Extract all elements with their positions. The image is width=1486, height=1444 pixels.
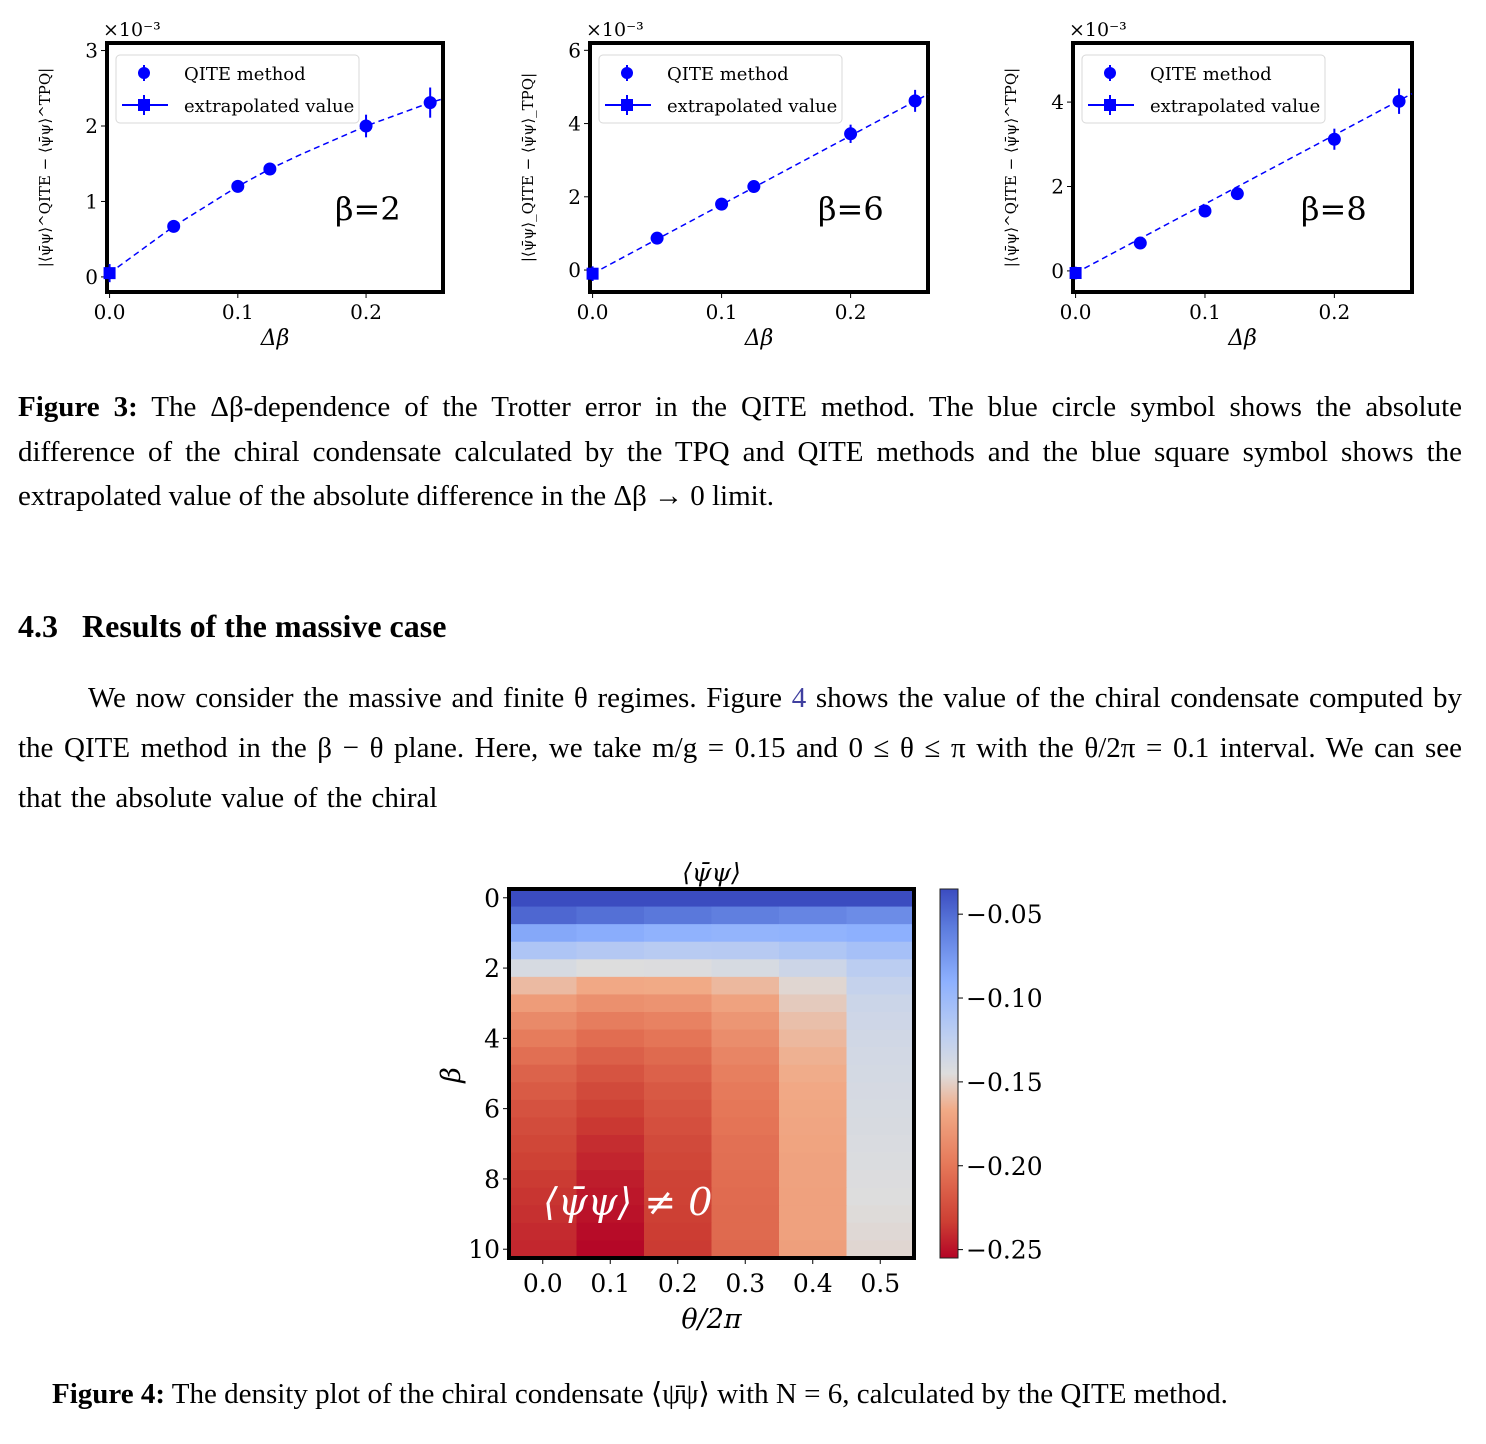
heatmap-cell [712,994,780,1012]
heatmap-cell [577,1030,645,1048]
beta-annotation: β=8 [1301,190,1367,228]
heatmap-cell [712,1170,780,1188]
heatmap-cell [779,924,847,942]
heatmap-cell [644,1153,712,1171]
figure-4-caption-label: Figure 4: [52,1378,166,1410]
figure-3-caption-text: The Δβ-dependence of the Trotter error in the QITE method. The blue circle symbol shows the absolute difference of the chiral condensate calculated by the TPQ and QITE methods and the blue square symbol shows the extrapolated value of the absolute difference in the Δβ → 0 limit. [18,391,1462,512]
heatmap-cell [779,1153,847,1171]
colorbar-tick-label: −0.15 [966,1067,1043,1097]
x-tick-label: 0.0 [93,300,126,324]
heatmap-cell [509,1117,577,1135]
legend [1082,55,1325,123]
y-tick-label: 2 [85,114,98,138]
heatmap-cell [644,907,712,925]
heatmap-cell [847,1117,915,1135]
heatmap-cell [577,1240,645,1258]
heatmap-cell [712,907,780,925]
heatmap-cell [712,1153,780,1171]
qite-data-point [263,163,276,176]
y-tick-label: 2 [568,184,581,209]
heatmap-cell [509,994,577,1012]
qite-data-point [1198,204,1211,217]
x-tick-label: 0.5 [860,1269,901,1298]
heatmap-cell [577,889,645,907]
paragraph-text-2: shows the value of the chiral condensate computed by the QITE method in the β − θ plane. Here, we take m/g = 0.15 and 0 ≤ θ ≤ π with the θ/2π = 0.1 interval. We can see that the absolute value of the chiral [18,682,1463,814]
heatmap-cell [644,942,712,960]
legend-circle-icon [621,67,633,79]
qite-data-point [1393,95,1406,108]
figure-4-caption [52,1372,1452,1417]
legend-label-qite: QITE method [667,64,789,85]
x-tick-label: 0.4 [792,1269,833,1298]
y-tick-label: 6 [484,1094,500,1124]
panel-beta8 [1002,19,1412,351]
y-axis-label: |⟨ψ̄ψ⟩^QITE − ⟨ψ̄ψ⟩^TPQ| [1002,67,1020,268]
qite-data-point [167,220,180,233]
heatmap-cell [577,907,645,925]
heatmap-cell [847,1240,915,1258]
heatmap-cell [712,1047,780,1065]
legend-square-icon [1104,99,1116,111]
y-tick-label: 4 [568,111,581,136]
section-title: Results of the massive case [82,608,447,644]
heatmap-cell [779,1205,847,1223]
heatmap-cell [712,942,780,960]
paragraph-text-1: We now consider the massive and finite θ regimes. Figure [88,682,792,714]
heatmap-cell [577,1153,645,1171]
colorbar [940,889,958,1258]
heatmap-cell [509,959,577,977]
x-axis-label: Δβ [744,326,774,351]
heatmap-cell [644,1100,712,1118]
x-tick-label: 0.2 [350,300,382,324]
heatmap-cell [779,1170,847,1188]
heatmap-cell [577,1047,645,1065]
heatmap-cell [509,1223,577,1241]
heatmap-cell [644,1240,712,1258]
legend-square-icon [138,99,150,111]
qite-data-point [360,120,373,133]
heatmap-cell [644,1117,712,1135]
heatmap-cell [779,907,847,925]
heatmap-cell [509,1047,577,1065]
heatmap-cell [779,959,847,977]
heatmap-cell [509,924,577,942]
qite-data-point [715,198,728,211]
figure-3 [0,0,1486,360]
heatmap-cell [847,1065,915,1083]
heatmap-cell [847,1223,915,1241]
heatmap-cell [847,942,915,960]
x-axis-label: Δβ [260,326,290,351]
heatmap-cell [847,1100,915,1118]
heatmap-cell [509,1135,577,1153]
heatmap-cell [847,1205,915,1223]
qite-data-point [909,94,922,107]
heatmap-cell [847,1170,915,1188]
heatmap-cell [779,977,847,995]
heatmap-cell [509,1240,577,1258]
heatmap-cell [509,1030,577,1048]
heatmap-cell [712,1223,780,1241]
legend-circle-icon [1104,67,1116,79]
heatmap-cell [644,1135,712,1153]
heatmap-cell [847,924,915,942]
colorbar-tick-label: −0.20 [966,1151,1043,1181]
y-tick-label: 0 [484,883,500,913]
heatmap-cell [577,942,645,960]
qite-data-point [747,180,760,193]
heatmap-cell [577,1012,645,1030]
heatmap-cell [712,924,780,942]
heatmap-cell [847,1135,915,1153]
y-tick-label: 2 [484,954,500,984]
y-tick-label: 0 [85,264,98,289]
axis-exponent: ×10⁻³ [103,19,161,41]
heatmap-cell [577,1117,645,1135]
heatmap-cell [779,994,847,1012]
heatmap-cell [509,942,577,960]
y-tick-label: 0 [568,258,581,283]
heatmap-cell [577,994,645,1012]
x-tick-label: 0.0 [522,1269,563,1298]
heatmap-cell [712,959,780,977]
heatmap-cell [644,1082,712,1100]
x-tick-label: 0.1 [590,1269,631,1298]
heatmap-cell [644,1223,712,1241]
qite-data-point [424,96,437,109]
heatmap-cell [779,942,847,960]
y-tick-label: 6 [568,38,581,63]
y-tick-label: 4 [484,1024,500,1054]
heatmap-cell [644,924,712,942]
heatmap-cell [847,1030,915,1048]
heatmap-cell [847,1047,915,1065]
figure-3-caption-label: Figure 3: [18,391,138,423]
heatmap-cell [847,959,915,977]
heatmap-cell [577,977,645,995]
heatmap-cell [847,1188,915,1206]
extrapolated-data-point [104,267,116,279]
x-axis-label: Δβ [1228,326,1257,351]
legend-label-extrapolated: extrapolated value [1150,96,1321,117]
x-tick-label: 0.1 [1189,300,1221,324]
heatmap-cell [644,994,712,1012]
section-number: 4.3 [18,608,58,644]
axis-exponent: ×10⁻³ [586,19,644,41]
heatmap-cell [577,1135,645,1153]
beta-annotation: β=2 [335,190,401,228]
qite-data-point [844,127,857,140]
heatmap-cell [779,889,847,907]
x-tick-label: 0.2 [1318,300,1351,324]
figure-4-reference-link[interactable]: 4 [791,682,807,714]
qite-data-point [1134,237,1147,250]
colorbar-tick-label: −0.25 [966,1235,1043,1265]
heatmap-cell [712,977,780,995]
heatmap-cell [779,1240,847,1258]
figure-4 [420,845,1080,1345]
heatmap-cell [847,1012,915,1030]
heatmap-cell [712,1117,780,1135]
heatmap-cell [779,1030,847,1048]
panel-beta2 [36,19,443,351]
heatmap-cell [779,1188,847,1206]
panel-beta6 [519,19,928,351]
x-axis-label: θ/2π [681,1304,742,1335]
heatmap-cell [577,959,645,977]
x-tick-label: 0.1 [705,300,738,324]
heatmap-cell [509,907,577,925]
y-axis-label: β [436,1067,467,1083]
extrapolated-data-point [587,268,599,280]
heatmap-cell [847,907,915,925]
heatmap-cell [577,924,645,942]
y-axis-label: |⟨ψ̄ψ⟩^QITE − ⟨ψ̄ψ⟩^TPQ| [36,67,54,268]
heatmap-cell [577,1223,645,1241]
x-tick-label: 0.3 [725,1269,766,1298]
heatmap-cell [847,977,915,995]
x-tick-label: 0.0 [576,300,609,324]
x-tick-label: 0.2 [657,1269,698,1298]
heatmap-cell [779,1047,847,1065]
heatmap-cell [509,1153,577,1171]
heatmap-cell [712,889,780,907]
legend-label-extrapolated: extrapolated value [667,96,838,117]
y-tick-label: 8 [484,1164,500,1194]
figure-4-caption-text: The density plot of the chiral condensate ⟨ψ̄ψ⟩ with N = 6, calculated by the QITE method. [165,1378,1228,1410]
heatmap-cell [644,1012,712,1030]
heatmap-cell [509,889,577,907]
heatmap-cell [509,977,577,995]
y-tick-label: 4 [1051,90,1064,115]
legend-label-qite: QITE method [1150,64,1272,85]
y-tick-label: 1 [85,189,98,214]
heatmap-cell [644,1030,712,1048]
qite-data-point [651,232,664,245]
heatmap-cell [712,1100,780,1118]
heatmap-cell [712,1188,780,1206]
qite-data-point [1328,133,1341,146]
heatmap-cell [644,1065,712,1083]
qite-data-point [1231,187,1244,200]
heatmap-annotation: ⟨ψ̄ψ⟩ ≠ 0 [543,1180,713,1224]
heatmap-cell [712,1240,780,1258]
y-axis-label: |⟨ψ̄ψ⟩_QITE − ⟨ψ̄ψ⟩_TPQ| [519,72,537,263]
heatmap-cell [779,1117,847,1135]
heatmap-cell [847,889,915,907]
legend [599,55,842,123]
y-tick-label: 3 [85,38,98,63]
beta-annotation: β=6 [818,190,884,228]
heatmap-cell [779,1100,847,1118]
legend-square-icon [621,99,633,111]
heatmap-cell [509,1012,577,1030]
heatmap-cell [577,1065,645,1083]
qite-data-point [231,180,244,193]
heatmap-cell [577,1082,645,1100]
x-tick-label: 0.1 [221,300,254,324]
heatmap-cell [779,1135,847,1153]
legend-label-qite: QITE method [184,64,306,85]
heatmap-cell [847,1153,915,1171]
heatmap-cell [847,1082,915,1100]
axis-exponent: ×10⁻³ [1069,19,1127,41]
heatmap-cell [644,889,712,907]
legend-circle-icon [138,67,150,79]
heatmap-cell [712,1205,780,1223]
x-tick-label: 0.0 [1059,300,1092,324]
heatmap-cell [712,1012,780,1030]
extrapolated-data-point [1070,267,1082,279]
figure-3-caption [18,385,1462,519]
legend-label-extrapolated: extrapolated value [184,96,355,117]
heatmap-cell [644,959,712,977]
heatmap-cell [712,1082,780,1100]
heatmap-cell [577,1100,645,1118]
legend [116,55,359,123]
y-tick-label: 0 [1051,258,1064,283]
heatmap-cell [712,1030,780,1048]
heatmap-cell [509,1100,577,1118]
y-tick-label: 2 [1051,174,1064,199]
heatmap-title: ⟨ψ̄ψ⟩ [682,858,741,887]
heatmap-cell [509,1065,577,1083]
x-tick-label: 0.2 [834,300,867,324]
body-paragraph [18,673,1462,823]
heatmap-cell [712,1065,780,1083]
heatmap-cell [779,1012,847,1030]
heatmap-cell [779,1082,847,1100]
colorbar-tick-label: −0.05 [966,900,1043,930]
heatmap-cell [509,1082,577,1100]
heatmap-cell [779,1065,847,1083]
heatmap-cell [847,994,915,1012]
colorbar-tick-label: −0.10 [966,984,1043,1014]
y-tick-label: 10 [468,1235,500,1265]
section-heading [18,604,1462,649]
heatmap-cell [644,977,712,995]
heatmap-cell [712,1135,780,1153]
heatmap-cell [644,1047,712,1065]
heatmap-cell [779,1223,847,1241]
